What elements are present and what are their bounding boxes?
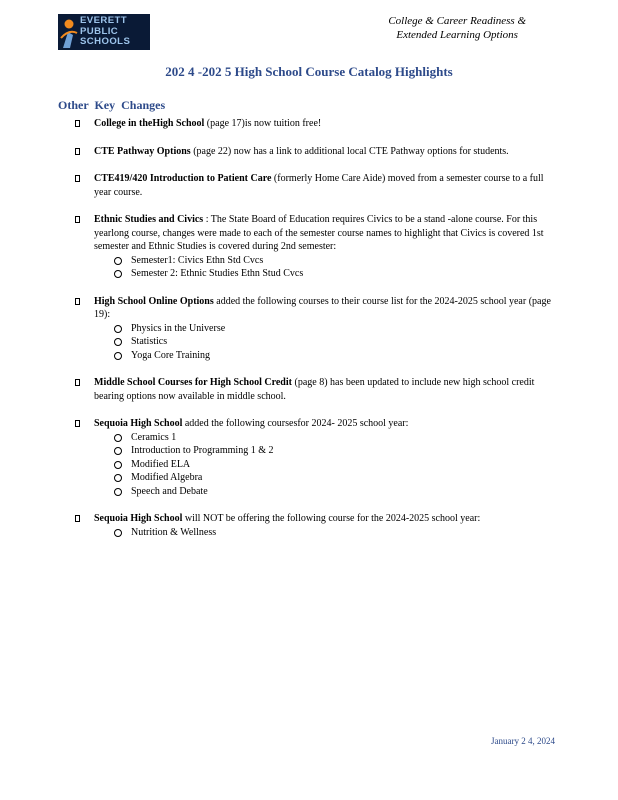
change-item-description: (page 22) now has a link to additional local CTE Pathway options for students. [190, 145, 509, 157]
logo-wordmark [80, 16, 130, 48]
change-item-text [94, 417, 557, 431]
square-bullet-icon [75, 175, 80, 182]
change-item [75, 172, 557, 199]
sub-list-item: Modified ELA [114, 458, 557, 472]
change-item-text [94, 213, 557, 254]
everett-public-schools-logo [58, 14, 150, 50]
change-item-description: : The State Board of Education requires Civics to be a stand -alone course. For this yearlong course, changes were made to each of the semester course names to highlight that Civics is covered 1st semester and Ethnic Studies is covered during 2nd semester: [94, 214, 544, 252]
change-item [75, 213, 557, 281]
square-bullet-icon [75, 420, 80, 427]
sub-list [94, 431, 557, 499]
section-heading: Other Key Changes [58, 98, 166, 112]
sub-list-item: Semester 2: Ethnic Studies Ethn Stud Cvcs [114, 267, 557, 281]
change-item-description: added the following courses to their course list for the 2024-2025 school year (page 19): [94, 295, 551, 320]
sub-list-item: Statistics [114, 335, 557, 349]
square-bullet-icon [75, 148, 80, 155]
change-item-lead: Ethnic Studies and Civics [94, 214, 204, 225]
change-item-text [94, 295, 557, 322]
sub-list [94, 526, 557, 540]
sub-list [94, 254, 557, 281]
change-item [75, 417, 557, 498]
change-item-description: added the following coursesfor 2024- 2025 school year: [182, 418, 409, 429]
change-item-description: (page 8) has been updated to include new high school credit bearing options now available in middle school. [94, 377, 535, 402]
footer-date: January 2 4, 2024 [491, 736, 555, 746]
change-item [75, 376, 557, 403]
sub-list-item: Semester1: Civics Ethn Std Cvcs [114, 254, 557, 268]
change-item-text [94, 117, 557, 131]
square-bullet-icon [75, 298, 80, 305]
change-item-lead: CTE Pathway Options [94, 145, 191, 157]
department-header [388, 14, 526, 42]
change-item-description: will NOT be offering the following course for the 2024-2025 school year: [182, 513, 481, 524]
sub-list-item: Introduction to Programming 1 & 2 [114, 444, 557, 458]
square-bullet-icon [75, 515, 80, 522]
square-bullet-icon [75, 216, 80, 223]
page-title: 202 4 -202 5 High School Course Catalog Highlights [165, 64, 453, 79]
torch-runner-icon [58, 14, 82, 50]
sub-list [94, 322, 557, 363]
change-item-lead: Sequoia High School [94, 418, 183, 429]
square-bullet-icon [75, 379, 80, 386]
change-item-text [94, 145, 557, 159]
sub-list-item: Modified Algebra [114, 471, 557, 485]
department-line-2: Extended Learning Options [396, 29, 518, 41]
logo-line: PUBLIC [80, 25, 119, 37]
sub-list-item: Nutrition & Wellness [114, 526, 557, 540]
square-bullet-icon [75, 120, 80, 127]
logo-line: EVERETT [80, 15, 128, 26]
logo-line: SCHOOLS [80, 36, 131, 48]
change-item [75, 295, 557, 363]
change-item-lead: High School Online Options [94, 295, 214, 307]
sub-list-item: Physics in the Universe [114, 322, 557, 336]
sub-list-item: Speech and Debate [114, 485, 557, 499]
change-item [75, 145, 557, 159]
sub-list-item: Yoga Core Training [114, 349, 557, 363]
change-item-lead: College in theHigh School [94, 118, 205, 129]
change-item-lead: Sequoia High School [94, 513, 183, 524]
change-item-description: (page 17)is now tuition free! [204, 118, 322, 129]
change-item-lead: Middle School Courses for High School Credit [94, 377, 292, 388]
change-item-text [94, 376, 557, 403]
change-item-text [94, 172, 557, 199]
department-line-1: College & Career Readiness & [388, 15, 526, 27]
change-item-description: (formerly Home Care Aide) moved from a semester course to a full year course. [94, 173, 544, 198]
change-item-lead: CTE419/420 Introduction to Patient Care [94, 173, 272, 184]
change-item-text [94, 512, 557, 526]
sub-list-item: Ceramics 1 [114, 431, 557, 445]
changes-list [75, 117, 557, 553]
change-item [75, 117, 557, 131]
change-item [75, 512, 557, 539]
